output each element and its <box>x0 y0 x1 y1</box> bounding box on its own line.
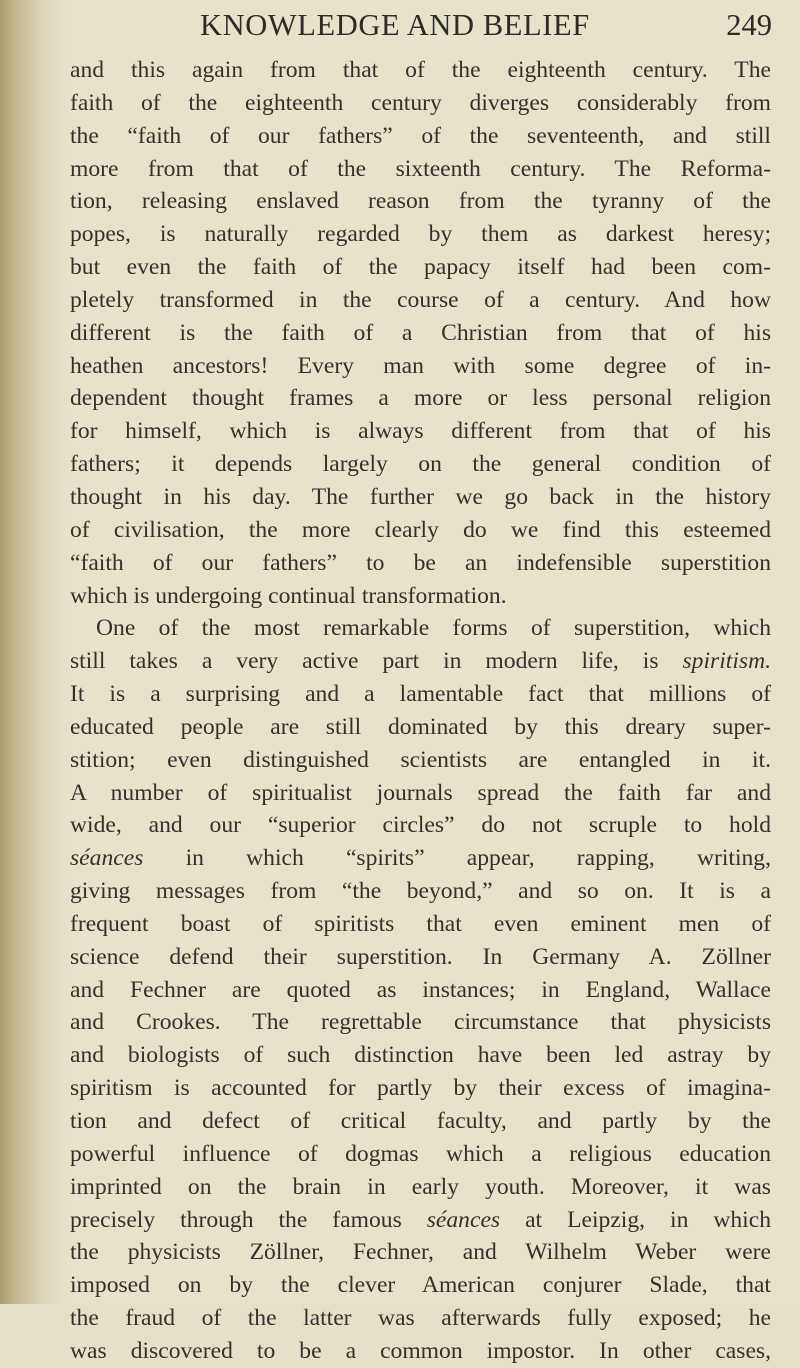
text-line: wide, and our “superior circles” do not scruple to hold <box>70 812 771 839</box>
text-line: still takes a very active part in modern life, is spiritism. <box>70 648 771 675</box>
text-line: tion, releasing enslaved reason from the tyranny of the <box>70 188 771 215</box>
text-line: powerful influence of dogmas which a religious education <box>70 1140 771 1167</box>
running-title: KNOWLEDGE AND BELIEF <box>200 8 590 42</box>
paragraph <box>70 54 771 612</box>
text-line: popes, is naturally regarded by them as darkest heresy; <box>70 221 771 248</box>
text-line: faith of the eighteenth century diverges considerably from <box>70 89 771 116</box>
text-line: séances in which “spirits” appear, rapping, writing, <box>70 845 771 872</box>
text-line: of civilisation, the more clearly do we find this esteemed <box>70 516 771 543</box>
text-line: and Fechner are quoted as instances; in England, Wallace <box>70 976 771 1003</box>
text-line: dependent thought frames a more or less personal religion <box>70 385 771 412</box>
text-line: was discovered to be a common impostor. In other cases, <box>70 1337 771 1364</box>
text-line: and this again from that of the eighteenth century. The <box>70 57 771 83</box>
body-text <box>70 54 771 1368</box>
text-line: educated people are still dominated by this dreary super- <box>70 713 771 740</box>
text-line: more from that of the sixteenth century. The Reforma- <box>70 155 771 182</box>
text-line: One of the most remarkable forms of superstition, which <box>96 615 771 642</box>
text-line: and biologists of such distinction have been led astray by <box>70 1042 771 1069</box>
text-line: heathen ancestors! Every man with some degree of in- <box>70 352 771 379</box>
text-line: frequent boast of spiritists that even eminent men of <box>70 910 771 937</box>
text-line: for himself, which is always different from that of his <box>70 418 771 445</box>
text-line: spiritism is accounted for partly by their excess of imagina- <box>70 1075 771 1102</box>
text-line: imprinted on the brain in early youth. Moreover, it was <box>70 1173 771 1200</box>
text-line: the fraud of the latter was afterwards fully exposed; he <box>70 1305 771 1332</box>
text-line: and Crookes. The regrettable circumstance that physicists <box>70 1009 771 1036</box>
text-line: It is a surprising and a lamentable fact that millions of <box>70 681 771 708</box>
text-line: fathers; it depends largely on the general condition of <box>70 451 771 478</box>
text-line: which is undergoing continual transformation. <box>70 582 507 609</box>
text-line: thought in his day. The further we go back in the history <box>70 483 771 510</box>
text-line: A number of spiritualist journals spread the faith far and <box>70 779 771 806</box>
text-line: giving messages from “the beyond,” and so on. It is a <box>70 878 771 905</box>
text-line: science defend their superstition. In Germany A. Zöllner <box>70 943 771 970</box>
paragraph <box>70 612 771 1367</box>
text-line: precisely through the famous séances at Leipzig, in which <box>70 1206 771 1233</box>
text-line: the physicists Zöllner, Fechner, and Wilhelm Weber were <box>70 1239 771 1266</box>
page-header <box>70 2 772 54</box>
text-line: different is the faith of a Christian from that of his <box>70 319 771 346</box>
text-line: imposed on by the clever American conjurer Slade, that <box>70 1272 771 1299</box>
text-line: “faith of our fathers” to be an indefensible superstition <box>70 549 771 576</box>
text-line: pletely transformed in the course of a century. And how <box>70 286 771 313</box>
text-line: stition; even distinguished scientists are entangled in it. <box>70 746 771 773</box>
text-line: but even the faith of the papacy itself had been com- <box>70 254 771 281</box>
page-number: 249 <box>726 8 772 42</box>
text-line: the “faith of our fathers” of the seventeenth, and still <box>70 122 771 149</box>
text-line: tion and defect of critical faculty, and partly by the <box>70 1108 771 1134</box>
